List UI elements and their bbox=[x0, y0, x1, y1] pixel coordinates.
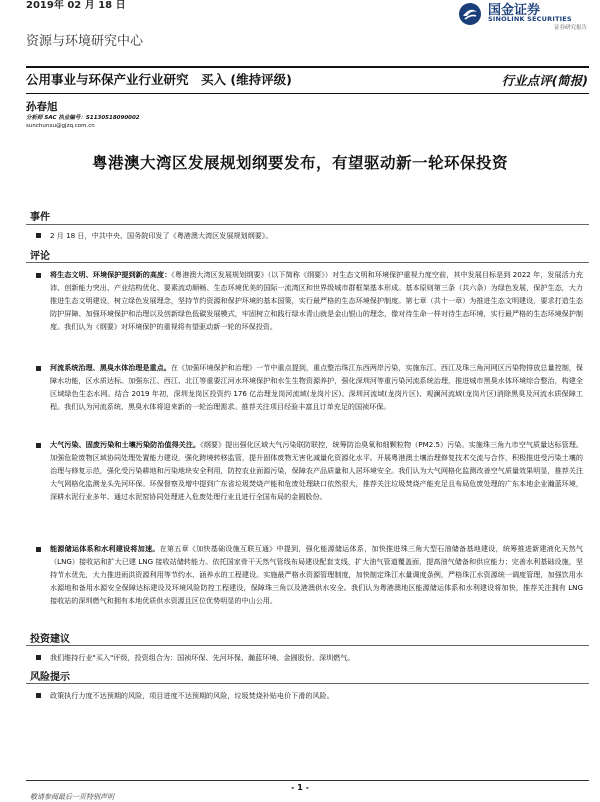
paragraph-lead: 将生态文明、环境保护提到新的高度： bbox=[50, 270, 172, 279]
logo-cn-text: 国金证券 bbox=[488, 3, 541, 18]
logo-en-text: SINOLINK SECURITIES bbox=[488, 15, 572, 23]
bullet-icon bbox=[36, 273, 41, 278]
report-title: 粤港澳大湾区发展规划纲要发布，有望驱动新一轮环保投资 bbox=[91, 153, 508, 172]
paragraph-body: 在第五章《加快基础设施互联互通》中提到，强化能源储运体系，加快推进珠三角大型石油储备基地建设，统筹推进新建液化天然气（LNG）接收站和扩大已建 LNG 接收站储转能力。依托国家骨干天然气管线布局建设配套支线，扩大油气管道覆盖面，提高油气储备和供应能力；完善水利基础设施，坚持节水优先，大力推进雨洪资源利用等节约水、涵养水的工程建设。实施最严格水资源管理制度，加快制定珠江水量调度条例，严格珠江水资源统一调度管理，加强饮用水水源地和备用水源安全保障达标建设及环境风险防控工程建设，保障珠三角以及港澳供水安全。我们认为粤港澳地区能源储运体系和水利建设将加快，推荐关注拥有 LNG 接收站的深圳燃气和拥有本地优质供水资源且区位优势明显的中山公用。 bbox=[50, 544, 584, 606]
comment-paragraph-2 bbox=[50, 361, 583, 413]
paragraph-lead: 能源储运体系和水利建设将加速。 bbox=[50, 544, 160, 553]
paragraph-lead: 大气污染、固废污染和土壤污染防治值得关注。 bbox=[50, 440, 201, 449]
bullet-icon bbox=[36, 547, 41, 552]
company-logo bbox=[458, 0, 588, 34]
section-heading-risk: 风险提示 bbox=[30, 672, 70, 683]
section-heading-comment: 评论 bbox=[30, 251, 50, 262]
paragraph-lead: 河流系统治理、黑臭水体治理是重点。 bbox=[50, 363, 171, 372]
section-heading-event: 事件 bbox=[30, 212, 50, 223]
logo-sub-text: 证券研究报告 bbox=[554, 25, 588, 31]
comment-paragraph-1 bbox=[50, 268, 583, 333]
paragraph-body: 《粤港澳大湾区发展规划纲要》（以下简称《纲要》）对生态文明和环境保护重视力度空前，其中发展目标是到 2022 年，发展活力充沛、创新能力突出、产业结构优化、要素流动顺畅、生态环境优美的国际一流湾区和世界级城市群框架基本形成。基本原则第三条（共六条）为绿色发展，保护生态，大力推进生态文明建设，树立绿色发展理念，坚持节约资源和保护环境的基本国策，实行最严格的生态环境保护制度。第七章（共十一章）为推进生态文明建设，要求打造生态防护屏障、加强环境保护和治理以及创新绿色低碳发展模式，牢固树立和践行绿水青山就是金山银山的理念，像对待生命一样对待生态环境，实行最严格的生态环境保护制度。我们认为《纲要》对环境保护的重视将有望驱动新一轮的环保投资。 bbox=[50, 270, 583, 332]
header-rule-thin bbox=[26, 93, 589, 94]
bullet-icon bbox=[36, 366, 41, 371]
invest-text: 我们维持行业"买入"评级，投资组合为：国祯环保、先河环保、瀚蓝环境、金圆股份、深圳燃气。 bbox=[50, 653, 355, 662]
bullet-icon bbox=[36, 655, 41, 660]
comment-paragraph-4 bbox=[50, 542, 583, 607]
paragraph-body: 在《加强环境保护和治理》一节中重点提到，重点整治珠江东西两岸污染，实施东江、西江及珠三角河网区污染物排放总量控制，保障水功能，区水质达标。加强东江、西江、北江等重要江河水环境保护和水生生物资源养护，强化深圳河等重污染河流系统治理，推进城市黑臭水体环境综合整治，构建全区域绿色生态水网。结合 2019 年初，深圳龙岗区投资约 176 亿治理龙岗河流域(龙岗片区)、深圳河流域(龙岗片区)、观澜河流域(龙岗片区)消除黑臭及河流水质保障工程。我们认为河流系统、黑臭水体将迎来新的一轮治理需求。推荐关注项目经验丰富且订单充足的国祯环保。 bbox=[50, 363, 584, 412]
research-center-name: 资源与环境研究中心 bbox=[26, 34, 144, 49]
logo-mark-icon bbox=[458, 2, 482, 26]
comment-paragraph-3 bbox=[50, 438, 583, 503]
section-heading-invest: 投资建议 bbox=[30, 634, 70, 645]
author-sac: 分析师 SAC 执业编号：S1130518090002 bbox=[26, 115, 140, 121]
author-name: 孙春旭 bbox=[26, 101, 58, 113]
section-rule bbox=[26, 683, 589, 684]
section-rule bbox=[26, 224, 589, 225]
bullet-icon bbox=[36, 443, 41, 448]
page-number: - 1 - bbox=[291, 783, 309, 792]
footer-rule bbox=[26, 780, 589, 781]
header-rule bbox=[26, 66, 589, 68]
author-email[interactable]: sunchunxu@gjzq.com.cn bbox=[26, 123, 95, 129]
bullet-icon bbox=[36, 693, 41, 698]
report-type: 行业点评(简报) bbox=[501, 73, 588, 88]
risk-text: 政策执行力度不达预期的风险，项目进度不达预期的风险，垃圾焚烧补贴电价下滑的风险。 bbox=[50, 691, 334, 700]
report-date: 2019年 02 月 18 日 bbox=[26, 0, 126, 11]
disclaimer-note: 敬请参阅最后一页特别声明 bbox=[30, 793, 114, 801]
section-rule bbox=[26, 645, 589, 646]
section-rule bbox=[26, 262, 589, 263]
event-text: 2 月 18 日，中共中央、国务院印发了《粤港澳大湾区发展规划纲要》。 bbox=[50, 231, 273, 240]
paragraph-body: 《纲要》提出强化区域大气污染联防联控，统筹防治臭氧和细颗粒物（PM2.5）污染。实施珠三角九市空气质量达标管理。加强危险废物区域协同处理处置能力建设，强化跨境转移监管，提升固体废物无害化减量化资源化水平。开展粤港澳土壤治理修复技术交流与合作，积极推进受污染土壤的治理与修复示范，强化受污染耕地和污染地块安全利用，防控农业面源污染，保障农产品质量和人居环境安全。我们认为大气网格化监测改善空气质量效果明显，推荐关注大气网格化监测龙头先河环保。环保督察及增中提到广东省垃圾焚烧产能和危废处理缺口依然很大，推荐关注垃圾焚烧产能充足且布局危废处理的广东本地企业瀚蓝环境，深耕水泥行业多年、通过水泥窑协同处理进入危废处理行业且进行全国布局的金圆股份。 bbox=[50, 440, 583, 502]
bullet-icon bbox=[36, 233, 41, 238]
sector-rating: 公用事业与环保产业行业研究 买入 (维持评级) bbox=[26, 72, 292, 87]
